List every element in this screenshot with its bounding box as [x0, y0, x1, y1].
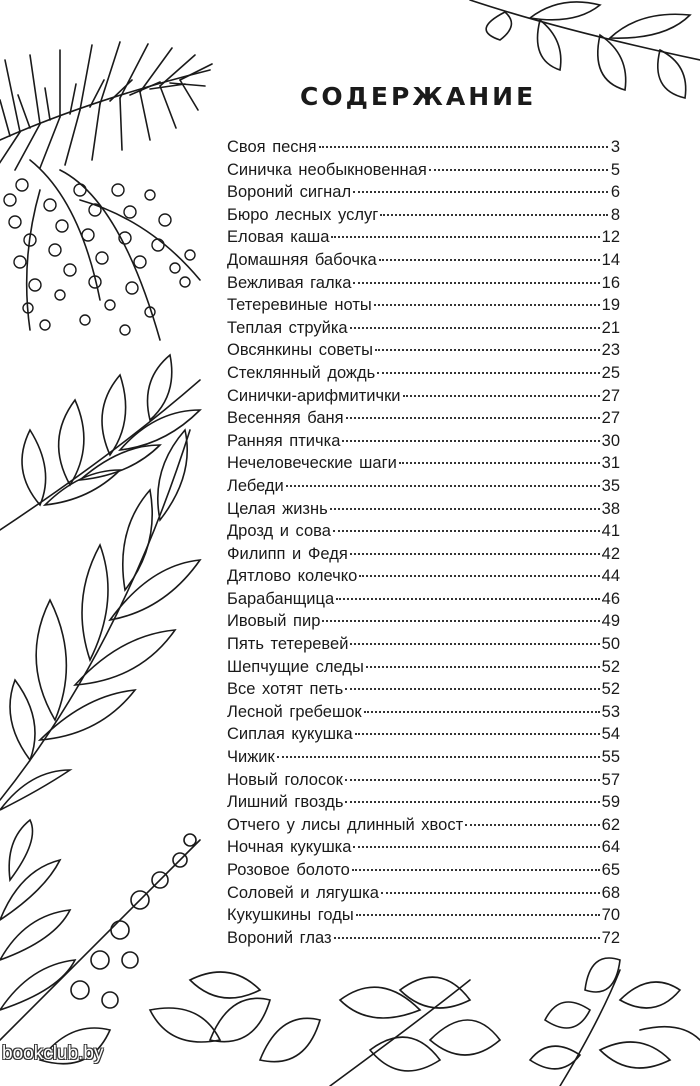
toc-dot-leader [336, 598, 600, 600]
toc-entry[interactable] [227, 678, 620, 701]
toc-entry-title: Нечеловеческие шаги [227, 454, 397, 473]
toc-entry-title: Лишний гвоздь [227, 793, 344, 812]
toc-entry-page: 68 [601, 883, 620, 902]
toc-entry-title: Дрозд и сова [227, 522, 331, 541]
toc-entry-page: 16 [601, 273, 620, 292]
toc-entry[interactable] [227, 543, 620, 566]
toc-entry-title: Пять тетеревей [227, 635, 349, 654]
toc-entry-title: Сиплая кукушка [227, 725, 353, 744]
toc-entry-page: 44 [601, 567, 620, 586]
toc-entry-title: Домашняя бабочка [227, 250, 377, 269]
page-title: СОДЕРЖАНИЕ [300, 82, 537, 111]
toc-entry[interactable] [227, 610, 620, 633]
toc-entry[interactable] [227, 565, 620, 588]
toc-entry-page: 3 [610, 138, 620, 156]
toc-entry[interactable] [227, 204, 620, 227]
toc-dot-leader [353, 282, 599, 284]
toc-entry-page: 52 [601, 680, 620, 699]
toc-entry-title: Овсянкины советы [227, 341, 373, 360]
toc-entry-page: 53 [601, 702, 620, 721]
toc-entry-title: Ивовый пир [227, 612, 321, 631]
leaf-cluster-bottom-right [330, 958, 700, 1086]
toc-entry[interactable] [227, 927, 620, 950]
toc-entry-title: Вороний глаз [227, 928, 332, 947]
toc-entry-title: Ночная кукушка [227, 838, 352, 857]
toc-entry-page: 8 [610, 205, 620, 224]
toc-entry[interactable] [227, 723, 620, 746]
toc-entry-page: 5 [610, 160, 620, 179]
toc-entry-title: Отчего у лисы длинный хвост [227, 815, 464, 834]
toc-dot-leader [353, 846, 599, 848]
toc-entry-page: 31 [601, 454, 620, 473]
toc-entry[interactable] [227, 791, 620, 814]
toc-entry-title: Ранняя птичка [227, 431, 341, 450]
toc-entry-title: Шепчущие следы [227, 657, 364, 676]
toc-entry-page: 41 [601, 522, 620, 541]
toc-entry-title: Чижик [227, 748, 275, 767]
toc-entry-page: 54 [601, 725, 620, 744]
toc-entry-page: 57 [601, 770, 620, 789]
toc-entry[interactable] [227, 136, 620, 159]
toc-entry-page: 70 [601, 906, 620, 925]
toc-entry-page: 25 [601, 363, 620, 382]
toc-entry-page: 14 [601, 250, 620, 269]
berry-cluster-illustration [4, 160, 200, 340]
toc-dot-leader [353, 191, 608, 193]
toc-dot-leader [333, 530, 600, 532]
toc-entry-page: 27 [601, 409, 620, 428]
toc-entry-page: 19 [601, 296, 620, 315]
toc-dot-leader [403, 395, 600, 397]
toc-dot-leader [359, 575, 599, 577]
toc-entry-page: 30 [601, 431, 620, 450]
toc-entry-title: Вороний сигнал [227, 183, 352, 202]
fern-frond-illustration [0, 42, 212, 170]
toc-entry-page: 49 [601, 612, 620, 631]
toc-entry-page: 21 [601, 318, 620, 337]
toc-entry-page: 65 [601, 861, 620, 879]
toc-dot-leader [322, 620, 599, 622]
toc-entry[interactable] [227, 633, 620, 656]
toc-entry[interactable] [227, 430, 620, 453]
toc-entry[interactable] [227, 317, 620, 340]
toc-dot-leader [334, 937, 600, 939]
toc-entry-title: Кукушкины годы [227, 906, 354, 925]
toc-entry[interactable] [227, 362, 620, 385]
toc-entry[interactable] [227, 836, 620, 859]
toc-entry-title: Вежливая галка [227, 273, 352, 292]
toc-entry[interactable] [227, 249, 620, 272]
table-of-contents [227, 136, 620, 949]
toc-entry-title: Своя песня [227, 138, 317, 156]
toc-dot-leader [366, 666, 600, 668]
toc-entry-page: 27 [601, 386, 620, 405]
toc-entry[interactable] [227, 882, 620, 905]
toc-entry-title: Соловей и лягушка [227, 883, 379, 902]
toc-dot-leader [380, 214, 608, 216]
toc-entry-page: 23 [601, 341, 620, 360]
toc-dot-leader [377, 372, 599, 374]
toc-dot-leader [399, 462, 600, 464]
toc-entry-title: Лесной гребешок [227, 702, 362, 721]
toc-dot-leader [355, 733, 600, 735]
toc-entry-title: Стеклянный дождь [227, 363, 376, 382]
toc-entry[interactable] [227, 226, 620, 249]
toc-entry[interactable] [227, 475, 620, 498]
toc-entry[interactable] [227, 859, 620, 882]
toc-dot-leader [277, 756, 600, 758]
toc-dot-leader [331, 236, 599, 238]
toc-entry-title: Розовое болото [227, 861, 350, 879]
toc-entry-page: 50 [601, 635, 620, 654]
toc-dot-leader [374, 304, 600, 306]
toc-entry-title: Лебеди [227, 476, 284, 495]
toc-entry-page: 72 [601, 928, 620, 947]
toc-entry-title: Новый голосок [227, 770, 343, 789]
toc-entry-page: 38 [601, 499, 620, 518]
toc-dot-leader [350, 327, 600, 329]
toc-entry[interactable] [227, 407, 620, 430]
toc-entry-page: 35 [601, 476, 620, 495]
toc-entry-page: 46 [601, 589, 620, 608]
toc-dot-leader [286, 485, 600, 487]
toc-dot-leader [356, 914, 600, 916]
toc-entry[interactable] [227, 294, 620, 317]
toc-dot-leader [381, 892, 600, 894]
toc-dot-leader [465, 824, 600, 826]
toc-dot-leader [350, 553, 600, 555]
toc-entry[interactable] [227, 272, 620, 295]
toc-entry[interactable] [227, 520, 620, 543]
toc-entry[interactable] [227, 452, 620, 475]
toc-entry[interactable] [227, 181, 620, 204]
toc-entry-title: Еловая каша [227, 228, 330, 247]
toc-entry-title: Дятлово колечко [227, 567, 358, 586]
toc-dot-leader [352, 869, 600, 871]
toc-dot-leader [429, 169, 608, 171]
toc-entry[interactable] [227, 588, 620, 611]
toc-entry-title: Филипп и Федя [227, 544, 348, 563]
toc-entry-title: Тетеревиные ноты [227, 296, 372, 315]
toc-entry[interactable] [227, 769, 620, 792]
toc-entry-page: 6 [610, 183, 620, 202]
toc-entry[interactable] [227, 159, 620, 182]
toc-entry-page: 52 [601, 657, 620, 676]
toc-entry[interactable] [227, 701, 620, 724]
toc-dot-leader [330, 508, 600, 510]
toc-entry[interactable] [227, 904, 620, 927]
toc-entry-page: 62 [601, 815, 620, 834]
toc-dot-leader [350, 643, 599, 645]
toc-entry-title: Синички-арифмитички [227, 386, 401, 405]
toc-entry-page: 64 [601, 838, 620, 857]
watermark: bookclub.by [2, 1043, 104, 1064]
toc-entry-page: 55 [601, 748, 620, 767]
toc-entry[interactable] [227, 498, 620, 521]
toc-entry-title: Барабанщица [227, 589, 335, 608]
toc-dot-leader [345, 801, 599, 803]
toc-entry[interactable] [227, 746, 620, 769]
toc-entry-page: 42 [601, 544, 620, 563]
toc-entry-title: Теплая струйка [227, 318, 348, 337]
toc-entry-title: Все хотят петь [227, 680, 344, 699]
toc-dot-leader [379, 259, 600, 261]
toc-entry-page: 59 [601, 793, 620, 812]
toc-entry[interactable] [227, 385, 620, 408]
toc-entry-page: 12 [601, 228, 620, 247]
toc-dot-leader [346, 417, 600, 419]
toc-entry-title: Весенняя баня [227, 409, 344, 428]
toc-dot-leader [375, 349, 600, 351]
toc-entry-title: Синичка необыкновенная [227, 160, 427, 179]
toc-entry[interactable] [227, 339, 620, 362]
toc-dot-leader [345, 779, 600, 781]
toc-dot-leader [319, 146, 608, 148]
toc-dot-leader [345, 688, 599, 690]
toc-entry-title: Целая жизнь [227, 499, 328, 518]
leafy-branch-illustration [0, 355, 200, 810]
toc-entry-title: Бюро лесных услуг [227, 205, 379, 224]
toc-entry[interactable] [227, 814, 620, 837]
toc-entry[interactable] [227, 656, 620, 679]
toc-dot-leader [342, 440, 599, 442]
toc-dot-leader [364, 711, 600, 713]
